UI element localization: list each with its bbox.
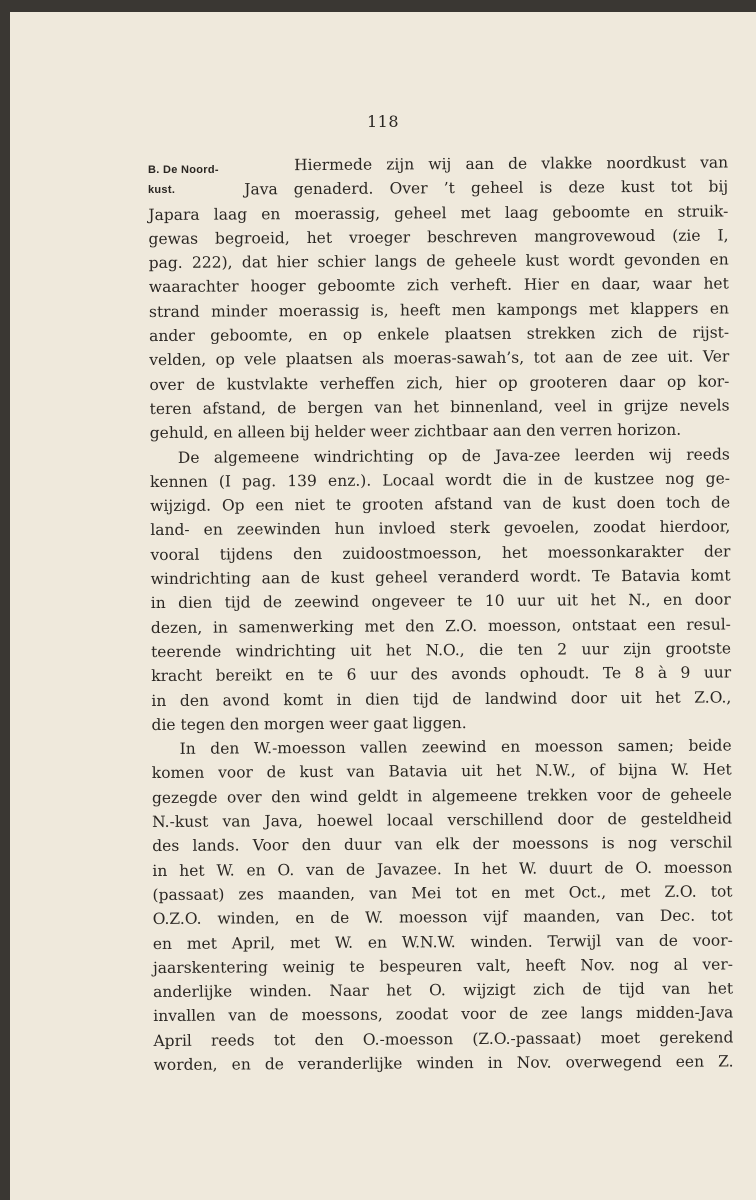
text-line: en met April, met W. en W.N.W. winden. Terwijl van de voor- [152,930,733,953]
text-line: De algemeene windrichting op de Java-zee leerden wij reeds [177,445,730,467]
text-line: windrichting aan de kust geheel veranderd wordt. Te Batavia komt [150,566,731,589]
text-line: Hiermede zijn wij aan de vlakke noordkust van [294,153,729,175]
text-line: in het W. en O. van de Javazee. In het W. duurt de O. moesson [152,858,733,880]
text-line: kracht bereikt en te 6 uur des avonds ophoudt. Te 8 à 9 uur [151,663,732,686]
text-line: gewas begroeid, het vroeger beschreven mangrovewoud (zie I, [148,226,729,248]
text-line: N.-kust van Java, hoewel locaal verschillend door de gesteldheid [152,809,733,832]
text-line: April reeds tot den O.-moesson (Z.O.-passaat) moet gerekend [153,1028,734,1050]
text-line: waarachter hooger geboomte zich verheft. Hier en daar, waar het [148,274,729,297]
text-line: vooral tijdens den zuidoostmoesson, het moessonkarakter der [150,542,731,564]
text-line: invallen van de moessons, zoodat voor de zee langs midden-Java [153,1003,734,1026]
text-line: land- en zeewinden hun invloed sterk gevoelen, zoodat hierdoor, [150,517,731,540]
text-line: In den W.-moesson vallen zeewind en moesson samen; beide [179,736,732,758]
text-line: pag. 222), dat hier schier langs de geheele kust wordt gevonden en [148,250,729,273]
text-line: strand minder moerassig is, heeft men kampongs met klappers en [148,299,730,321]
page-number: 118 [366,112,400,131]
text-line: (passaat) zes maanden, van Mei tot en met Oct., met Z.O. tot [152,882,733,904]
text-line: gehuld, en alleen bij helder weer zichtbaar aan den verren horizon. [149,421,682,443]
text-line: worden, en de veranderlijke winden in Nov. overwegend een Z. [153,1052,734,1074]
text-line: O.Z.O. winden, en de W. moesson vijf maanden, van Dec. tot [152,906,733,929]
text-line: over de kustvlakte verheffen zich, hier op grooteren daar op kor- [149,372,730,394]
margin-note-line: kust. [148,184,176,196]
book-page [10,12,756,1200]
text-line: dezen, in samenwerking met den Z.O. moesson, ontstaat een resul- [150,615,731,637]
text-line: Java genaderd. Over ’t geheel is deze kust tot bij [244,177,729,199]
text-line: wijzigd. Op een niet te grooten afstand van de kust doen toch de [150,493,731,516]
text-line: ander geboomte, en op enkele plaatsen strekken zich de rijst- [149,323,730,346]
text-line: komen voor de kust van Batavia uit het N.W., of bijna W. Het [151,760,732,783]
body-text [148,150,734,1077]
text-line: kennen (I pag. 139 enz.). Locaal wordt die in de kustzee nog ge- [149,469,731,491]
margin-note-line: B. De Noord- [148,164,219,176]
text-line: teerende windrichting uit het N.O., die ten 2 uur zijn grootste [150,639,732,661]
text-line: des lands. Voor den duur van elk der moessons is nog verschil [152,833,733,856]
text-line: gezegde over den wind geldt in algemeene trekken voor de geheele [151,785,732,807]
text-line: teren afstand, de bergen van het binnenland, veel in grijze nevels [149,396,730,418]
text-line: in den avond komt in dien tijd de landwind door uit het Z.O., [151,687,732,710]
text-line: jaarskentering weinig te bespeuren valt, heeft Nov. nog al ver- [152,955,734,977]
text-line: velden, op vele plaatsen als moeras-sawah’s, tot aan de zee uit. Ver [149,347,730,370]
text-line: anderlijke winden. Naar het O. wijzigt zich de tijd van het [153,979,734,1002]
text-line: in dien tijd de zeewind ongeveer te 10 uur uit het N., en door [150,590,731,613]
text-line: Japara laag en moerassig, geheel met laag geboomte en struik- [148,202,729,224]
text-line: die tegen den morgen weer gaat liggen. [151,713,467,734]
